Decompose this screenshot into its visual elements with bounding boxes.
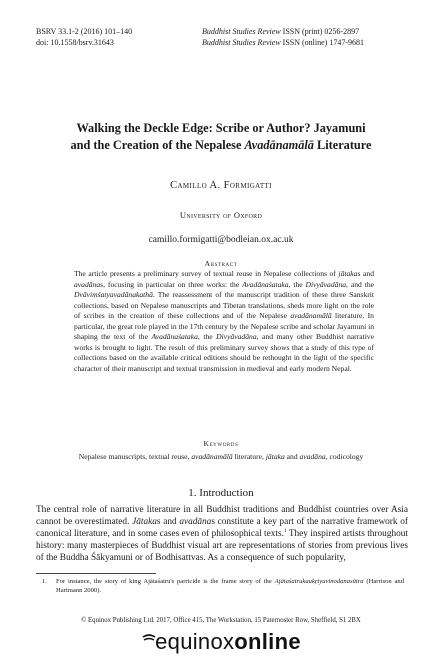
citation-volume: BSRV 33.1-2 (2016) 101–140 xyxy=(36,27,133,36)
equinox-logo-icon xyxy=(141,634,157,650)
text-run: , and many other Buddhist narrative works is brought to light. The result of this preliminary survey shows that a study of this type of collections based on the available critical editions should be rethought in the light of the specific character of their manuscript and textual transmission in medieval and early modern Nepal. xyxy=(74,332,374,373)
text-run: Dvāviṃśatyavadānakathā xyxy=(74,290,153,299)
text-run: Avadānaśataka xyxy=(151,332,198,341)
text-run: Divyāvadāna xyxy=(305,279,347,289)
introduction-paragraph xyxy=(36,504,408,564)
author-affiliation: University of Oxford xyxy=(179,210,263,220)
text-run: Divyāvadāna xyxy=(216,332,257,341)
text-run: . The reassessment of the manuscript tradition of these three Sanskrit collections, based on Nepalese manuscripts and Tibetan translations, sheds more light on the role of scribes in the creation of these collections and of the Nepalese xyxy=(74,290,374,320)
abstract-heading: Abstract xyxy=(204,259,238,268)
text-run: , the xyxy=(197,332,217,341)
text-run: avadānamālā xyxy=(191,452,233,461)
title-line-1: Walking the Deckle Edge: Scribe or Author? Jayamuni xyxy=(76,121,366,135)
footnote-divider xyxy=(36,573,156,574)
text-run: avadāna xyxy=(74,279,101,289)
footnote xyxy=(36,577,408,595)
article-title xyxy=(30,120,412,153)
title-line-2: and the Creation of the Nepalese Avadānamālā Literature xyxy=(70,137,372,152)
text-run: (Harrison and Hartmann 2000). xyxy=(56,578,404,594)
issn-online: Buddhist Studies Review ISSN (online) 1747-9681 xyxy=(202,37,364,47)
logo-text-online: online xyxy=(234,629,301,654)
author-email[interactable]: camillo.formigatti@bodleian.ox.ac.uk xyxy=(148,235,294,245)
text-run: s and xyxy=(156,517,180,527)
logo-text-equinox: equinox xyxy=(155,629,235,654)
text-run: literature, xyxy=(232,452,266,461)
text-run: avadānamālā xyxy=(290,311,332,320)
text-run: jātaka xyxy=(338,269,358,278)
keywords-heading: Keywords xyxy=(203,439,239,448)
text-run: Nepalese manuscripts, textual reuse, xyxy=(78,452,192,461)
publisher-logo[interactable] xyxy=(0,630,442,654)
text-run: s constitute a key part of the narrative framework of canonical literature, and in some cases even of philosophical texts. xyxy=(36,517,408,539)
journal-issn xyxy=(202,27,408,48)
text-run: and xyxy=(284,452,300,461)
text-run: Ajātaśatrukaukṛtyavinodanasūtra xyxy=(274,578,364,585)
section-heading-introduction: 1. Introduction xyxy=(188,487,254,499)
abstract-body xyxy=(74,269,374,374)
text-run: The central role of narrative literature in all Buddhist traditions and Buddhist countries over Asia cannot be overestimated. xyxy=(36,505,408,527)
footnote-marker[interactable]: 1 xyxy=(283,527,287,534)
text-run: For instance, the story of king Ajātaśatru's parricide is the frame story of the xyxy=(56,578,275,585)
author-name: Camillo A. Formigatti xyxy=(170,180,272,191)
text-run: Jātaka xyxy=(132,517,157,527)
text-run: The article presents a preliminary survey of textual reuse in Nepalese collections of xyxy=(74,269,339,278)
text-run: literature. In particular, the great role played in the 17th century by the Nepalese scribe and scholar Jayamuni in shaping the text of the xyxy=(74,311,374,341)
text-run: , the xyxy=(288,279,306,289)
issn-print: Buddhist Studies Review ISSN (print) 0256-2897 xyxy=(202,27,360,36)
text-run: s, focusing in particular on three works: the xyxy=(100,279,243,289)
text-run: avadāna xyxy=(179,517,212,527)
text-run: , codicology xyxy=(325,452,364,461)
journal-citation xyxy=(36,27,132,48)
keywords-list xyxy=(30,452,412,461)
text-run: jātaka xyxy=(265,452,285,461)
text-run: s and xyxy=(357,269,374,278)
publisher-line: © Equinox Publishing Ltd. 2017, Office 415, The Workstation, 15 Paternoster Row, Sheffield, S1 2BX xyxy=(81,617,361,624)
citation-doi: doi: 10.1558/bsrv.31643 xyxy=(36,37,114,47)
footnote-text xyxy=(56,577,404,595)
text-run: Avadānaśataka xyxy=(242,279,289,289)
footnote-number: 1. xyxy=(42,578,47,585)
text-run: avadāna xyxy=(299,452,326,461)
text-run: , and the xyxy=(346,279,374,289)
text-run: They inspired artists throughout history: many masterpieces of Buddhist visual art are representations of stories from previous lives of the Buddha Śākyamuni or of Bodhisattvas. As a consequence of such popularity, xyxy=(36,529,408,563)
